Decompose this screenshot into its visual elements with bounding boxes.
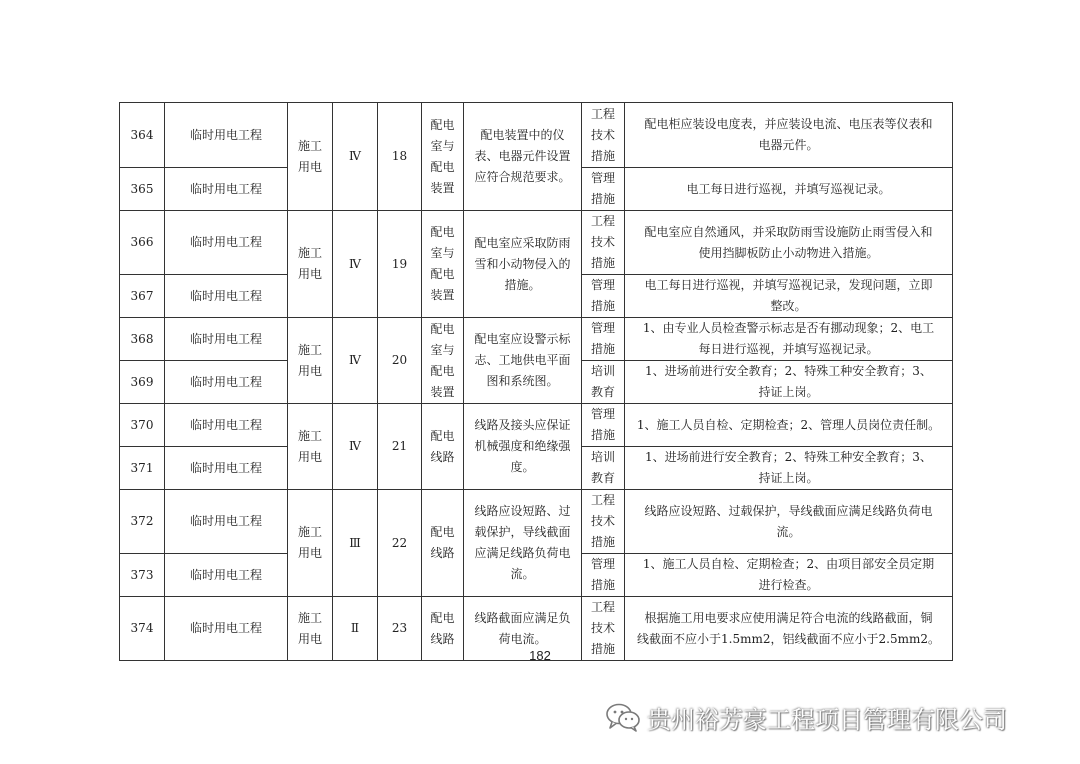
category-cell: 施工 用电: [288, 490, 333, 597]
risk-level-cell: Ⅳ: [333, 404, 378, 490]
requirement-cell: 配电装置中的仪 表、电器元件设置 应符合规范要求。: [464, 103, 582, 211]
category-cell: 施工 用电: [288, 597, 333, 661]
sequence-cell: 23: [378, 597, 422, 661]
risk-level-cell: Ⅱ: [333, 597, 378, 661]
watermark-text: 贵州裕芳豪工程项目管理有限公司: [647, 705, 1007, 734]
control-measure-cell: 电工每日进行巡视，并填写巡视记录，发现问题，立即 整改。: [625, 275, 953, 318]
measure-type-cell: 管理 措施: [582, 554, 625, 597]
sequence-cell: 18: [378, 103, 422, 211]
risk-table-body: [120, 103, 953, 661]
location-cell: 配电 室与 配电 装置: [422, 318, 464, 404]
project-item-cell: 临时用电工程: [165, 211, 288, 275]
row-number-cell: 369: [120, 361, 165, 404]
project-item-cell: 临时用电工程: [165, 447, 288, 490]
measure-type-cell: 管理 措施: [582, 318, 625, 361]
control-measure-cell: 1、施工人员自检、定期检查；2、管理人员岗位责任制。: [625, 404, 953, 447]
location-cell: 配电 室与 配电 装置: [422, 103, 464, 211]
control-measure-cell: 1、进场前进行安全教育；2、特殊工种安全教育；3、 持证上岗。: [625, 447, 953, 490]
project-item-cell: 临时用电工程: [165, 168, 288, 211]
risk-table: [119, 102, 953, 661]
requirement-cell: 线路截面应满足负 荷电流。: [464, 597, 582, 661]
control-measure-cell: 1、进场前进行安全教育；2、特殊工种安全教育；3、 持证上岗。: [625, 361, 953, 404]
row-number-cell: 374: [120, 597, 165, 661]
category-cell: 施工 用电: [288, 318, 333, 404]
measure-type-cell: 工程 技术 措施: [582, 211, 625, 275]
measure-type-cell: 工程 技术 措施: [582, 103, 625, 168]
sequence-cell: 20: [378, 318, 422, 404]
row-number-cell: 366: [120, 211, 165, 275]
category-cell: 施工 用电: [288, 404, 333, 490]
risk-level-cell: Ⅳ: [333, 103, 378, 211]
table-row: [120, 103, 953, 168]
category-cell: 施工 用电: [288, 211, 333, 318]
measure-type-cell: 培训 教育: [582, 361, 625, 404]
control-measure-cell: 1、由专业人员检查警示标志是否有挪动现象；2、电工 每日进行巡视，并填写巡视记录。: [625, 318, 953, 361]
requirement-cell: 配电室应采取防雨 雪和小动物侵入的 措施。: [464, 211, 582, 318]
control-measure-cell: 电工每日进行巡视，并填写巡视记录。: [625, 168, 953, 211]
project-item-cell: 临时用电工程: [165, 554, 288, 597]
project-item-cell: 临时用电工程: [165, 404, 288, 447]
sequence-cell: 22: [378, 490, 422, 597]
measure-type-cell: 工程 技术 措施: [582, 597, 625, 661]
table-row: [120, 404, 953, 447]
location-cell: 配电 室与 配电 装置: [422, 211, 464, 318]
wechat-icon: [605, 702, 641, 732]
row-number-cell: 365: [120, 168, 165, 211]
table-row: [120, 318, 953, 361]
project-item-cell: 临时用电工程: [165, 490, 288, 554]
row-number-cell: 373: [120, 554, 165, 597]
control-measure-cell: 配电柜应装设电度表，并应装设电流、电压表等仪表和 电器元件。: [625, 103, 953, 168]
requirement-cell: 配电室应设警示标 志、工地供电平面 图和系统图。: [464, 318, 582, 404]
project-item-cell: 临时用电工程: [165, 597, 288, 661]
location-cell: 配电 线路: [422, 490, 464, 597]
requirement-cell: 线路应设短路、过 载保护，导线截面 应满足线路负荷电 流。: [464, 490, 582, 597]
location-cell: 配电 线路: [422, 404, 464, 490]
project-item-cell: 临时用电工程: [165, 361, 288, 404]
control-measure-cell: 线路应设短路、过载保护，导线截面应满足线路负荷电 流。: [625, 490, 953, 554]
risk-level-cell: Ⅲ: [333, 490, 378, 597]
control-measure-cell: 配电室应自然通风，并采取防雨雪设施防止雨雪侵入和 使用挡脚板防止小动物进入措施。: [625, 211, 953, 275]
risk-level-cell: Ⅳ: [333, 211, 378, 318]
risk-level-cell: Ⅳ: [333, 318, 378, 404]
location-cell: 配电 线路: [422, 597, 464, 661]
project-item-cell: 临时用电工程: [165, 275, 288, 318]
control-measure-cell: 1、施工人员自检、定期检查；2、由项目部安全员定期 进行检查。: [625, 554, 953, 597]
project-item-cell: 临时用电工程: [165, 318, 288, 361]
measure-type-cell: 工程 技术 措施: [582, 490, 625, 554]
measure-type-cell: 管理 措施: [582, 275, 625, 318]
measure-type-cell: 管理 措施: [582, 168, 625, 211]
row-number-cell: 368: [120, 318, 165, 361]
category-cell: 施工 用电: [288, 103, 333, 211]
sequence-cell: 19: [378, 211, 422, 318]
control-measure-cell: 根据施工用电要求应使用满足符合电流的线路截面，铜 线截面不应小于1.5mm2，铝线截面不应小于2.5mm2。: [625, 597, 953, 661]
row-number-cell: 370: [120, 404, 165, 447]
row-number-cell: 371: [120, 447, 165, 490]
page-number: 182: [529, 648, 551, 663]
row-number-cell: 367: [120, 275, 165, 318]
project-item-cell: 临时用电工程: [165, 103, 288, 168]
row-number-cell: 372: [120, 490, 165, 554]
measure-type-cell: 培训 教育: [582, 447, 625, 490]
watermark: [605, 697, 1007, 737]
requirement-cell: 线路及接头应保证 机械强度和绝缘强 度。: [464, 404, 582, 490]
table-row: [120, 490, 953, 554]
measure-type-cell: 管理 措施: [582, 404, 625, 447]
row-number-cell: 364: [120, 103, 165, 168]
sequence-cell: 21: [378, 404, 422, 490]
table-row: [120, 211, 953, 275]
